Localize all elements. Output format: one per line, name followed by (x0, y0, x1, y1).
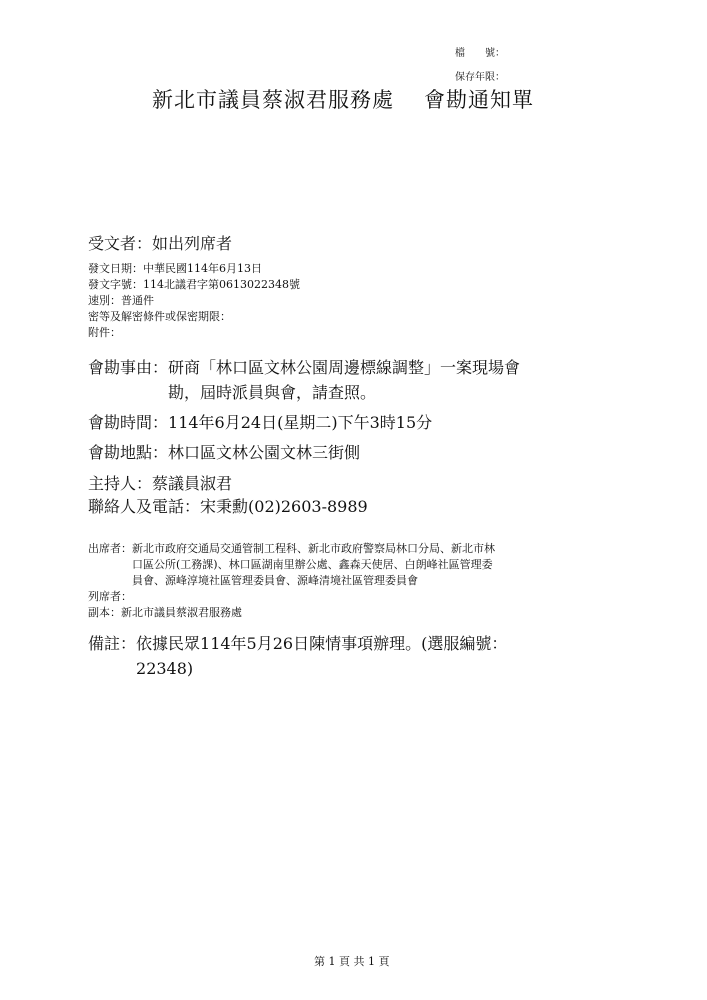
copy-line (88, 605, 495, 621)
subject-block (88, 355, 520, 405)
attachment-label: 附件： (88, 326, 121, 339)
recipient-value: 如出列席者 (152, 234, 233, 253)
host-line (88, 471, 232, 496)
attendees-block (88, 541, 495, 621)
host-label: 主持人： (88, 474, 153, 493)
time-value: 114年6月24日(星期二)下午3時15分 (168, 413, 433, 432)
place-label: 會勘地點： (88, 443, 169, 462)
speed-value: 普通件 (121, 294, 154, 307)
copy-label: 副本： (88, 606, 121, 619)
copy-value: 新北市議員蔡淑君服務處 (121, 606, 242, 619)
observer-label: 列席者： (88, 590, 132, 603)
subject-label: 會勘事由： (88, 358, 169, 377)
contact-line (88, 494, 368, 519)
title-org: 新北市議員蔡淑君服務處 (152, 88, 394, 112)
retention-label: 保存年限： (455, 72, 505, 83)
recipient-line (88, 231, 232, 254)
issue-date-line (88, 261, 300, 277)
host-value: 蔡議員淑君 (152, 474, 233, 493)
present-line-1: 新北市政府交通局交通管制工程科、新北市政府警察局林口分局、新北市林 (132, 542, 495, 555)
present-line-3: 員會、源峰淳境社區管理委員會、源峰清境社區管理委員會 (132, 574, 418, 587)
present-label: 出席者： (88, 542, 132, 555)
contact-value: 宋秉勳(02)2603-8989 (200, 497, 368, 516)
issue-number-line (88, 277, 300, 293)
time-label: 會勘時間： (88, 413, 169, 432)
secrecy-label: 密等及解密條件或保密期限： (88, 310, 231, 323)
place-value: 林口區文林公園文林三街側 (168, 443, 361, 462)
attachment-line (88, 325, 300, 341)
place-line (88, 440, 360, 465)
issue-date-label: 發文日期： (88, 262, 143, 275)
issue-number-label: 發文字號： (88, 278, 143, 291)
document-title (152, 84, 534, 114)
speed-line (88, 293, 300, 309)
remarks-line-2: 22348) (136, 659, 194, 678)
secrecy-line (88, 309, 300, 325)
page-number: 第 1 頁 共 1 頁 (314, 955, 390, 968)
subject-line-1: 研商「林口區文林公園周邊標線調整」一案現場會 (168, 358, 521, 377)
title-doc-type: 會勘通知單 (424, 88, 534, 112)
contact-label: 聯絡人及電話： (88, 497, 201, 516)
observer-line (88, 589, 495, 605)
time-line (88, 410, 432, 435)
remarks-label: 備註： (88, 634, 137, 653)
present-line-2: 口區公所(工務課)、林口區湖南里辦公處、鑫森天使居、白朗峰社區管理委 (132, 558, 493, 571)
issue-number-value: 114北議君字第0613022348號 (143, 278, 300, 291)
subject-line-2: 勘，屆時派員與會，請查照。 (168, 383, 377, 402)
recipient-label: 受文者： (88, 234, 153, 253)
remarks-block (88, 631, 507, 681)
speed-label: 速別： (88, 294, 121, 307)
issue-info-block (88, 261, 300, 341)
issue-date-value: 中華民國114年6月13日 (143, 262, 262, 275)
remarks-line-1: 依據民眾114年5月26日陳情事項辦理。(選服編號： (136, 634, 508, 653)
file-number-label: 檔 號： (455, 48, 505, 59)
